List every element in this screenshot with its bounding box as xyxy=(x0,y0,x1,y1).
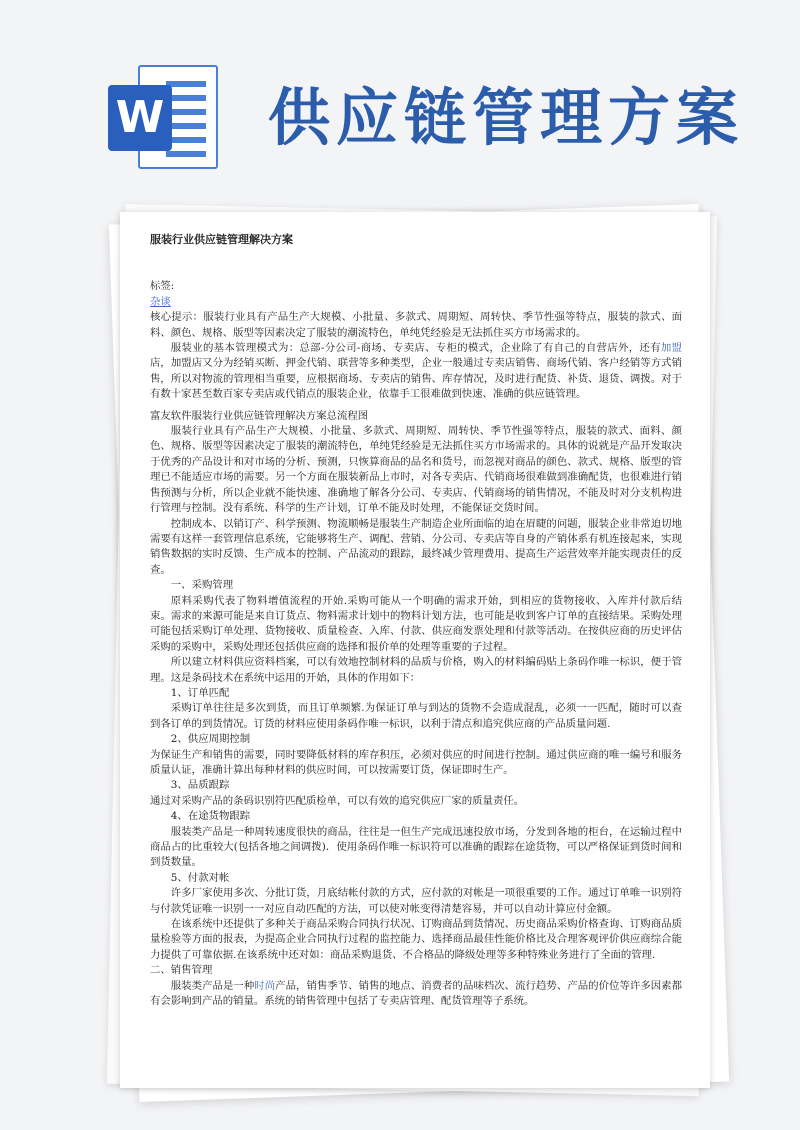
core-tip-paragraph: 核心提示：服装行业具有产品生产大规模、小批量、多款式、周期短、周转快、季节性强等特点，服装的款式、面料、颜色、规格、版型等因素决定了服装的潮流特色，单纯凭经验是无法抓住买方市场需求的。 xyxy=(150,311,682,339)
paragraph-reports: 在该系统中还提供了多种关于商品采购合同执行状况、订购商品到货情况、历史商品采购价格查询、订购商品质量检验等方面的报表，为提高企业合同执行过程的监控能力、选择商品最佳性能价格比及合理客观评价供应商综合能力提供了可靠依据.在该系统中还对如：商品采购退货、不合格品的降级处理等多种特殊业务进行了全面的管理. xyxy=(150,918,682,961)
tag-link[interactable]: 杂谈 xyxy=(150,295,171,308)
word-document-icon xyxy=(108,65,220,169)
paragraph-supply-cycle: 为保证生产和销售的需要，同时要降低材料的库存积压，必须对供应的时间进行控制。通过供应商的唯一编号和服务质量认证，准确计算出每种材料的供应时间，可以按需要订货，保证即时生产。 xyxy=(150,748,682,776)
paragraph-text: 店，加盟店又分为经销买断、押金代销、联营等多种类型，企业一般通过专卖店销售、商场代销、客户经销等方式销售，所以对物流的管理相当重要，应根据商场、专卖店的销售、库存情况，及时进行配货、补货、退货、调拨。对于有数十家甚至数百家专卖店或代销点的服装企业，依靠手工很难做到快速、准确的供应链管理。 xyxy=(150,357,682,401)
subheading-quality-tracking: 3、品质跟踪 xyxy=(170,779,230,792)
paragraph-text: 服装业的基本管理模式为：总部-分公司-商场、专卖店、专柜的模式，企业除了有自己的自营店外，还有 xyxy=(170,342,661,355)
subheading-order-matching: 1、订单匹配 xyxy=(170,686,230,699)
paragraph-industry-features: 服装行业具有产品生产大规模、小批量、多款式、周期短、周转快、季节性强等特点，服装的款式、面料、颜色、规格、版型等因素决定了服装的潮流特色，单纯凭经验是无法抓住买方市场需求的。具体的说就是产品开发取决于优秀的产品设计和对市场的分析、预测，只恢算商品的品名和货号，而忽视对商品的颜色、款式、规格、版型的管理已不能适应市场的需要。另一个方面在服装新品上市时，对各专卖店、代销商场很难做到准确配货，也很难进行销售预测与分析，所以企业就不能快速、准确地了解各分公司、专卖店、代销商场的销售情况，不能及时对分支机构进行管理与控制。没有系统、科学的生产计划，订单不能及时处理，不能保证交货时间。 xyxy=(150,425,682,515)
paragraph-procurement: 原料采购代表了物料增值流程的开始.采购可能从一个明确的需求开始，到相应的货物接收、入库并付款后结束。需求的来源可能是来自订货点、物料需求计划中的物料计划方法，也可能是收到客户订单的直接结果。采购处理可能包括采购订单处理、货物接收、质量检查、入库、付款、供应商发票处理和付款等活动。在按供应商的历史评估采购的采购中，采购处理还包括供应商的选择和报价单的处理等重要的子过程。 xyxy=(150,594,682,653)
paragraph-supplier-archive: 所以建立材料供应资料档案，可以有效地控制材料的品质与价格，购入的材料编码贴上条码作唯一标识，便于管理。这是条码技术在系统中运用的开始，具体的作用如下： xyxy=(150,656,682,684)
word-logo-letter: W xyxy=(108,85,172,151)
paragraph-sales xyxy=(150,979,682,1010)
paragraph-order-matching: 采购订单往往是多次到货，而且订单频繁.为保证订单与到达的货物不会造成混乱，必须一一匹配，随时可以查到各订单的到货情况。订货的材料应使用条码作唯一标识，以利于清点和追究供应商的产品质量问题. xyxy=(150,702,682,730)
paragraph-in-transit: 服装类产品是一种周转速度很快的商品，往往是一但生产完成迅速投放市场，分发到各地的柜台，在运输过程中商品占的比重较大(包括各地之间调拨)．使用条码作唯一标识符可以准确的跟踪在途货物，可以严格保证到货时间和到货数量。 xyxy=(150,825,682,869)
paragraph-payment: 许多厂家使用多次、分批订货，月底结帐付款的方式，应付款的对帐是一项很重要的工作。通过订单唯一识别符与付款凭证唯一识别一一对应自动匹配的方法，可以使对帐变得清楚容易，并可以自动计算应付金额。 xyxy=(150,887,682,915)
tags-label: 标签: xyxy=(150,280,175,293)
fashion-highlight: 时尚 xyxy=(254,979,276,992)
paragraph-management-mode xyxy=(150,341,682,403)
flowchart-title: 富友软件服装行业供应链管理解决方案总流程图 xyxy=(150,409,369,422)
subheading-payment: 5、付款对帐 xyxy=(170,871,230,884)
subheading-in-transit: 4、在途货物跟踪 xyxy=(170,810,251,823)
document-title: 服装行业供应链管理解决方案 xyxy=(150,233,293,246)
document-page xyxy=(120,212,710,1088)
section-heading-sales: 二、销售管理 xyxy=(150,964,213,977)
banner xyxy=(0,0,800,200)
franchise-highlight: 加盟 xyxy=(660,342,682,355)
paragraph-text: 服装类产品是一种 xyxy=(170,979,255,992)
subheading-supply-cycle: 2、供应周期控制 xyxy=(170,733,251,746)
paragraph-text: 产品，销售季节、销售的地点、消费者的品味档次、流行趋势、产品的价位等许多因素都有会影响到产品的销量。系统的销售管理中包括了专卖店管理、配货管理等子系统。 xyxy=(150,979,683,1008)
section-heading-procurement: 一、采购管理 xyxy=(170,579,234,592)
banner-title: 供应链管理方案 xyxy=(268,81,745,154)
paragraph-cost-control: 控制成本、以销订产、科学预测、物流顺畅是服装生产制造企业所面临的迫在眉睫的问题，服装企业非常迫切地需要有这样一套管理信息系统，它能够将生产、调配、营销、分公司、专卖店等自身的产销体系有机连接起来，实现销售数据的实时反馈、生产成本的控制、产品流动的跟踪，最终减少管理费用、提高生产运营效率并能实现责任的反查。 xyxy=(150,517,682,576)
paragraph-quality-tracking: 通过对采购产品的条码识别符匹配质检单，可以有效的追究供应厂家的质量责任。 xyxy=(150,794,525,807)
